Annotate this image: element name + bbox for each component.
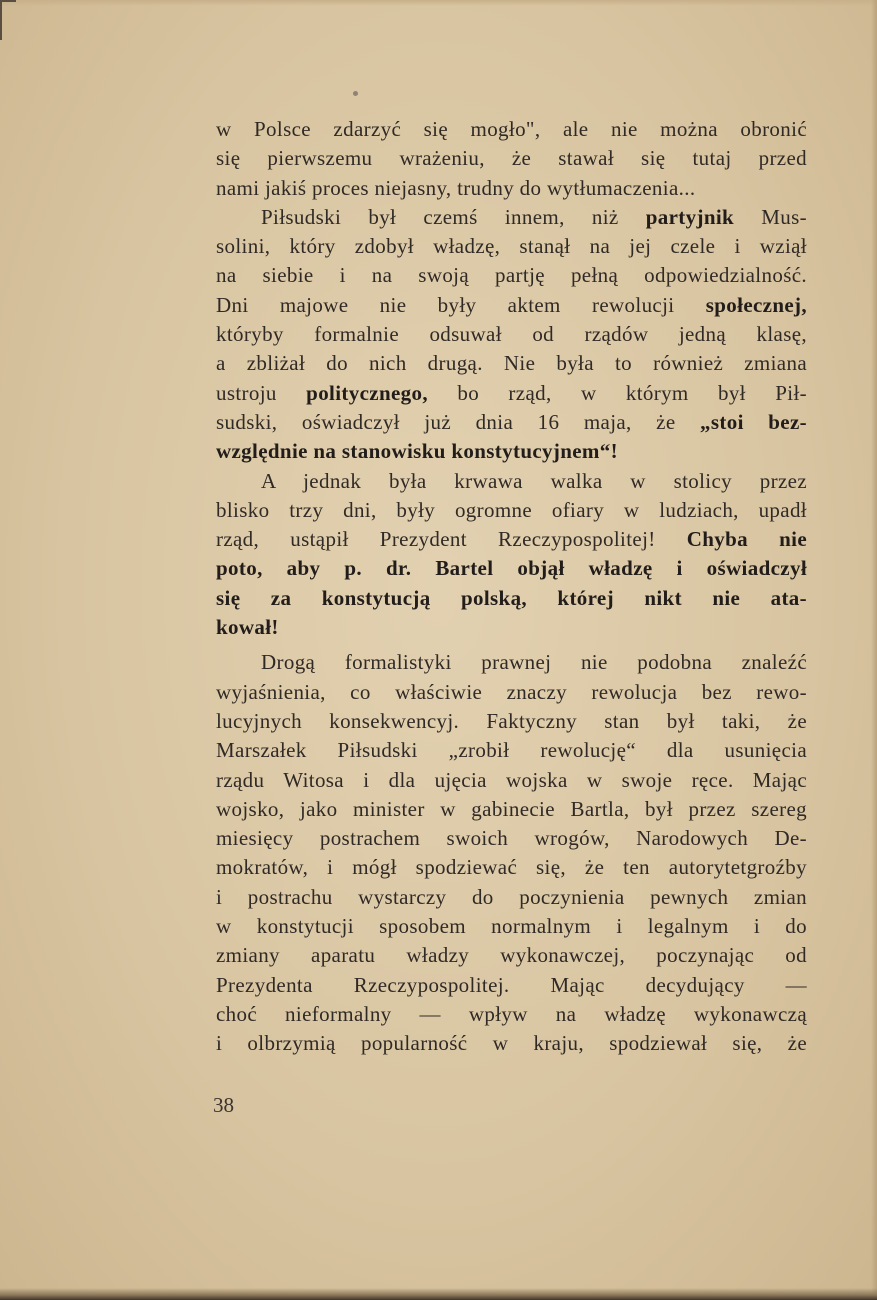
text-segment: Piłsudski był czemś innem, niż bbox=[261, 204, 646, 229]
text-segment: Drogą formalistyki prawnej nie podobna znaleźć bbox=[261, 650, 807, 675]
text-line bbox=[216, 584, 807, 613]
text-segment: rządu Witosa i dla ujęcia wojska w swoje ręce. Mając bbox=[216, 767, 807, 792]
text-segment: Prezydenta Rzeczypospolitej. Mając decydujący — bbox=[216, 972, 807, 997]
text-line bbox=[216, 203, 807, 232]
text-segment: Dni majowe nie były aktem rewolucji bbox=[216, 292, 706, 317]
text-line bbox=[216, 496, 807, 525]
bold-text-segment: społecznej, bbox=[705, 292, 807, 317]
bold-text-segment: Chyba nie bbox=[686, 527, 807, 552]
bold-text-segment: partyjnik bbox=[645, 204, 735, 229]
text-segment: zmiany aparatu władzy wykonawczej, poczynając od bbox=[216, 943, 807, 968]
text-segment: rząd, ustąpił Prezydent Rzeczypospolitej! bbox=[216, 527, 687, 552]
text-line bbox=[216, 437, 807, 466]
text-line bbox=[216, 941, 807, 970]
text-line bbox=[216, 174, 807, 203]
text-segment: wojsko, jako minister w gabinecie Bartla, był przez szereg bbox=[216, 796, 807, 821]
text-segment: lucyjnych konsekwencyj. Faktyczny stan był taki, że bbox=[216, 708, 807, 733]
text-line bbox=[216, 678, 807, 707]
text-line bbox=[216, 1029, 807, 1058]
page-number: 38 bbox=[213, 1093, 234, 1117]
text-line bbox=[216, 379, 807, 408]
text-segment: któryby formalnie odsuwał od rządów jedną klasę, bbox=[216, 322, 807, 347]
text-line bbox=[216, 795, 807, 824]
text-segment: choć nieformalny — wpływ na władzę wykonawczą bbox=[216, 1001, 807, 1026]
text-segment: miesięcy postrachem swoich wrogów, Narodowych De- bbox=[216, 826, 807, 851]
text-line bbox=[216, 349, 807, 378]
text-segment: i postrachu wystarczy do poczynienia pewnych zmian bbox=[216, 884, 807, 909]
bold-text-segment: kował! bbox=[216, 615, 279, 640]
page-top-edge bbox=[0, 0, 877, 6]
text-segment: w konstytucji sposobem normalnym i legalnym i do bbox=[216, 914, 807, 939]
text-line bbox=[216, 1000, 807, 1029]
text-line bbox=[216, 115, 807, 144]
text-line bbox=[216, 766, 807, 795]
text-line bbox=[216, 707, 807, 736]
text-segment: a zbliżał do nich drugą. Nie była to również zmiana bbox=[216, 351, 807, 376]
bold-text-segment: względnie na stanowisku konstytucyjnem“! bbox=[216, 439, 618, 464]
text-line bbox=[216, 320, 807, 349]
text-segment: sudski, oświadczył już dnia 16 maja, że bbox=[216, 409, 701, 434]
text-line bbox=[216, 554, 807, 583]
text-line bbox=[216, 261, 807, 290]
ink-dot bbox=[353, 91, 358, 96]
text-line bbox=[216, 467, 807, 496]
text-segment: nami jakiś proces niejasny, trudny do wytłumaczenia... bbox=[216, 175, 696, 200]
text-segment: Mus- bbox=[734, 204, 807, 229]
text-line bbox=[216, 525, 807, 554]
page-bottom-edge bbox=[0, 1288, 877, 1300]
text-segment: w Polsce zdarzyć się mogło", ale nie można obronić bbox=[216, 117, 807, 141]
text-segment: A jednak była krwawa walka w stolicy przez bbox=[261, 468, 807, 493]
text-line bbox=[216, 912, 807, 941]
text-line bbox=[216, 232, 807, 261]
text-line bbox=[216, 824, 807, 853]
text-segment: bo rząd, w którym był Pił- bbox=[427, 380, 807, 405]
text-segment: i olbrzymią popularność w kraju, spodziewał się, że bbox=[216, 1031, 807, 1056]
text-line bbox=[216, 648, 807, 677]
text-segment: ustroju bbox=[216, 380, 307, 405]
text-line bbox=[216, 408, 807, 437]
text-line bbox=[216, 883, 807, 912]
text-line bbox=[216, 736, 807, 765]
text-line bbox=[216, 613, 807, 642]
text-segment: wyjaśnienia, co właściwie znaczy rewolucja bez rewo- bbox=[216, 679, 807, 704]
text-line bbox=[216, 853, 807, 882]
corner-crop-mark bbox=[0, 0, 12, 40]
bold-text-segment: poto, aby p. dr. Bartel objął władzę i oświadczył bbox=[216, 556, 807, 581]
text-segment: się pierwszemu wrażeniu, że stawał się tutaj przed bbox=[216, 146, 807, 171]
text-line bbox=[216, 291, 807, 320]
bold-text-segment: „stoi bez- bbox=[700, 409, 807, 434]
text-segment: Marszałek Piłsudski „zrobił rewolucję“ dla usunięcia bbox=[216, 738, 807, 763]
bold-text-segment: się za konstytucją polską, której nikt nie ata- bbox=[216, 585, 807, 610]
page-right-edge bbox=[871, 0, 877, 1300]
body-text bbox=[216, 115, 807, 1059]
text-segment: mokratów, i mógł spodziewać się, że ten autorytetgroźby bbox=[216, 855, 807, 880]
text-line bbox=[216, 971, 807, 1000]
bold-text-segment: politycznego, bbox=[306, 380, 428, 405]
text-line bbox=[216, 144, 807, 173]
text-segment: solini, który zdobył władzę, stanął na jej czele i wziął bbox=[216, 234, 807, 259]
text-segment: na siebie i na swoją partję pełną odpowiedzialność. bbox=[216, 263, 807, 288]
text-segment: blisko trzy dni, były ogromne ofiary w ludziach, upadł bbox=[216, 497, 807, 522]
